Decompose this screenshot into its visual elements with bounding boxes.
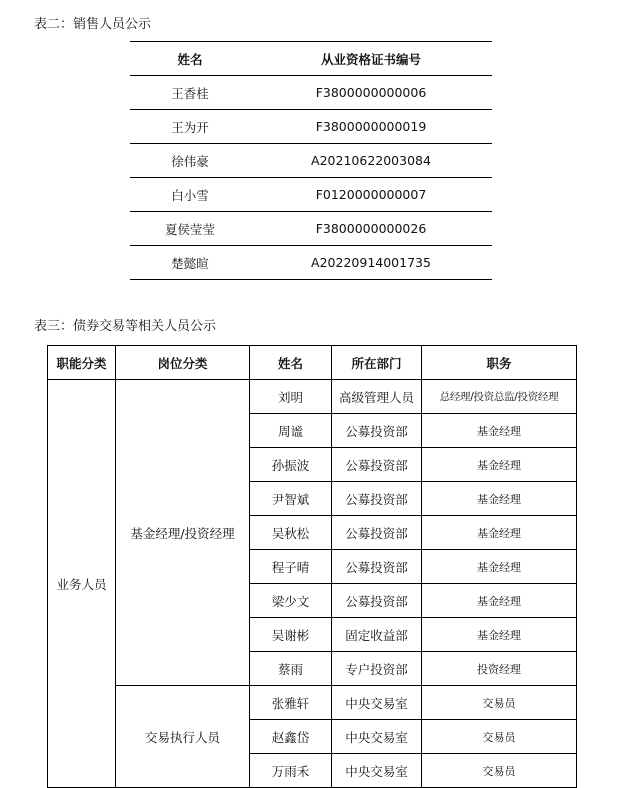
department: 中央交易室 xyxy=(332,686,422,720)
staff-name: 程子晴 xyxy=(250,550,332,584)
department: 公募投资部 xyxy=(332,414,422,448)
table-header-row xyxy=(130,42,492,76)
staff-name: 刘明 xyxy=(250,380,332,414)
staff-name: 周谧 xyxy=(250,414,332,448)
table-row xyxy=(48,686,577,720)
staff-name: 白小雪 xyxy=(130,178,250,212)
department: 公募投资部 xyxy=(332,516,422,550)
table-row xyxy=(130,246,492,280)
department: 专户投资部 xyxy=(332,652,422,686)
department: 中央交易室 xyxy=(332,720,422,754)
duty: 交易员 xyxy=(422,686,577,720)
duty: 基金经理 xyxy=(422,448,577,482)
cert-number: F3800000000026 xyxy=(250,212,492,246)
department: 公募投资部 xyxy=(332,482,422,516)
table-header-row xyxy=(48,346,577,380)
table2-caption: 表二：销售人员公示 xyxy=(34,17,152,32)
department: 公募投资部 xyxy=(332,550,422,584)
table3-caption: 表三：债券交易等相关人员公示 xyxy=(34,319,217,334)
header-duty: 职务 xyxy=(422,346,577,380)
staff-name: 蔡雨 xyxy=(250,652,332,686)
duty: 基金经理 xyxy=(422,482,577,516)
duty: 基金经理 xyxy=(422,414,577,448)
staff-name: 楚懿暄 xyxy=(171,255,209,271)
table-row xyxy=(130,144,492,178)
header-name: 姓名 xyxy=(250,346,332,380)
header-name: 姓名 xyxy=(130,42,250,76)
header-cert-number: 从业资格证书编号 xyxy=(250,42,492,76)
duty: 投资经理 xyxy=(422,652,577,686)
department: 公募投资部 xyxy=(332,584,422,618)
cert-number: F0120000000007 xyxy=(250,178,492,212)
function-category-cell: 业务人员 xyxy=(48,380,116,788)
staff-name: 王香桂 xyxy=(130,76,250,110)
staff-name: 梁少文 xyxy=(250,584,332,618)
staff-name: 万雨禾 xyxy=(250,754,332,788)
duty: 交易员 xyxy=(422,754,577,788)
header-function-category: 职能分类 xyxy=(48,346,116,380)
staff-name: 夏侯莹莹 xyxy=(130,212,250,246)
table-row xyxy=(130,110,492,144)
staff-name: 赵鑫岱 xyxy=(250,720,332,754)
cert-number: F3800000000019 xyxy=(250,110,492,144)
position-category-cell: 基金经理/投资经理 xyxy=(116,380,250,686)
table-row xyxy=(130,212,492,246)
trading-staff-table xyxy=(47,345,577,788)
staff-name: 徐伟豪 xyxy=(130,144,250,178)
staff-name: 王为开 xyxy=(130,110,250,144)
department: 高级管理人员 xyxy=(332,380,422,414)
duty: 交易员 xyxy=(422,720,577,754)
sales-staff-table xyxy=(130,41,492,280)
header-department: 所在部门 xyxy=(332,346,422,380)
staff-name: 吴谢彬 xyxy=(250,618,332,652)
cert-number: A20210622003084 xyxy=(250,144,492,178)
header-position-category: 岗位分类 xyxy=(116,346,250,380)
table-row xyxy=(130,76,492,110)
cert-number: F3800000000006 xyxy=(250,76,492,110)
staff-name: 尹智斌 xyxy=(250,482,332,516)
staff-name: 孙振波 xyxy=(250,448,332,482)
duty: 基金经理 xyxy=(422,516,577,550)
table-row xyxy=(48,380,577,414)
cert-number: A20220914001735 xyxy=(311,255,431,270)
department: 固定收益部 xyxy=(332,618,422,652)
duty: 基金经理 xyxy=(422,584,577,618)
duty: 基金经理 xyxy=(422,550,577,584)
duty: 总经理/投资总监/投资经理 xyxy=(422,380,577,414)
table-row xyxy=(130,178,492,212)
position-category-cell: 交易执行人员 xyxy=(116,686,250,788)
duty: 基金经理 xyxy=(422,618,577,652)
department: 中央交易室 xyxy=(332,754,422,788)
staff-name: 吴秋松 xyxy=(250,516,332,550)
department: 公募投资部 xyxy=(332,448,422,482)
staff-name: 张雅轩 xyxy=(250,686,332,720)
